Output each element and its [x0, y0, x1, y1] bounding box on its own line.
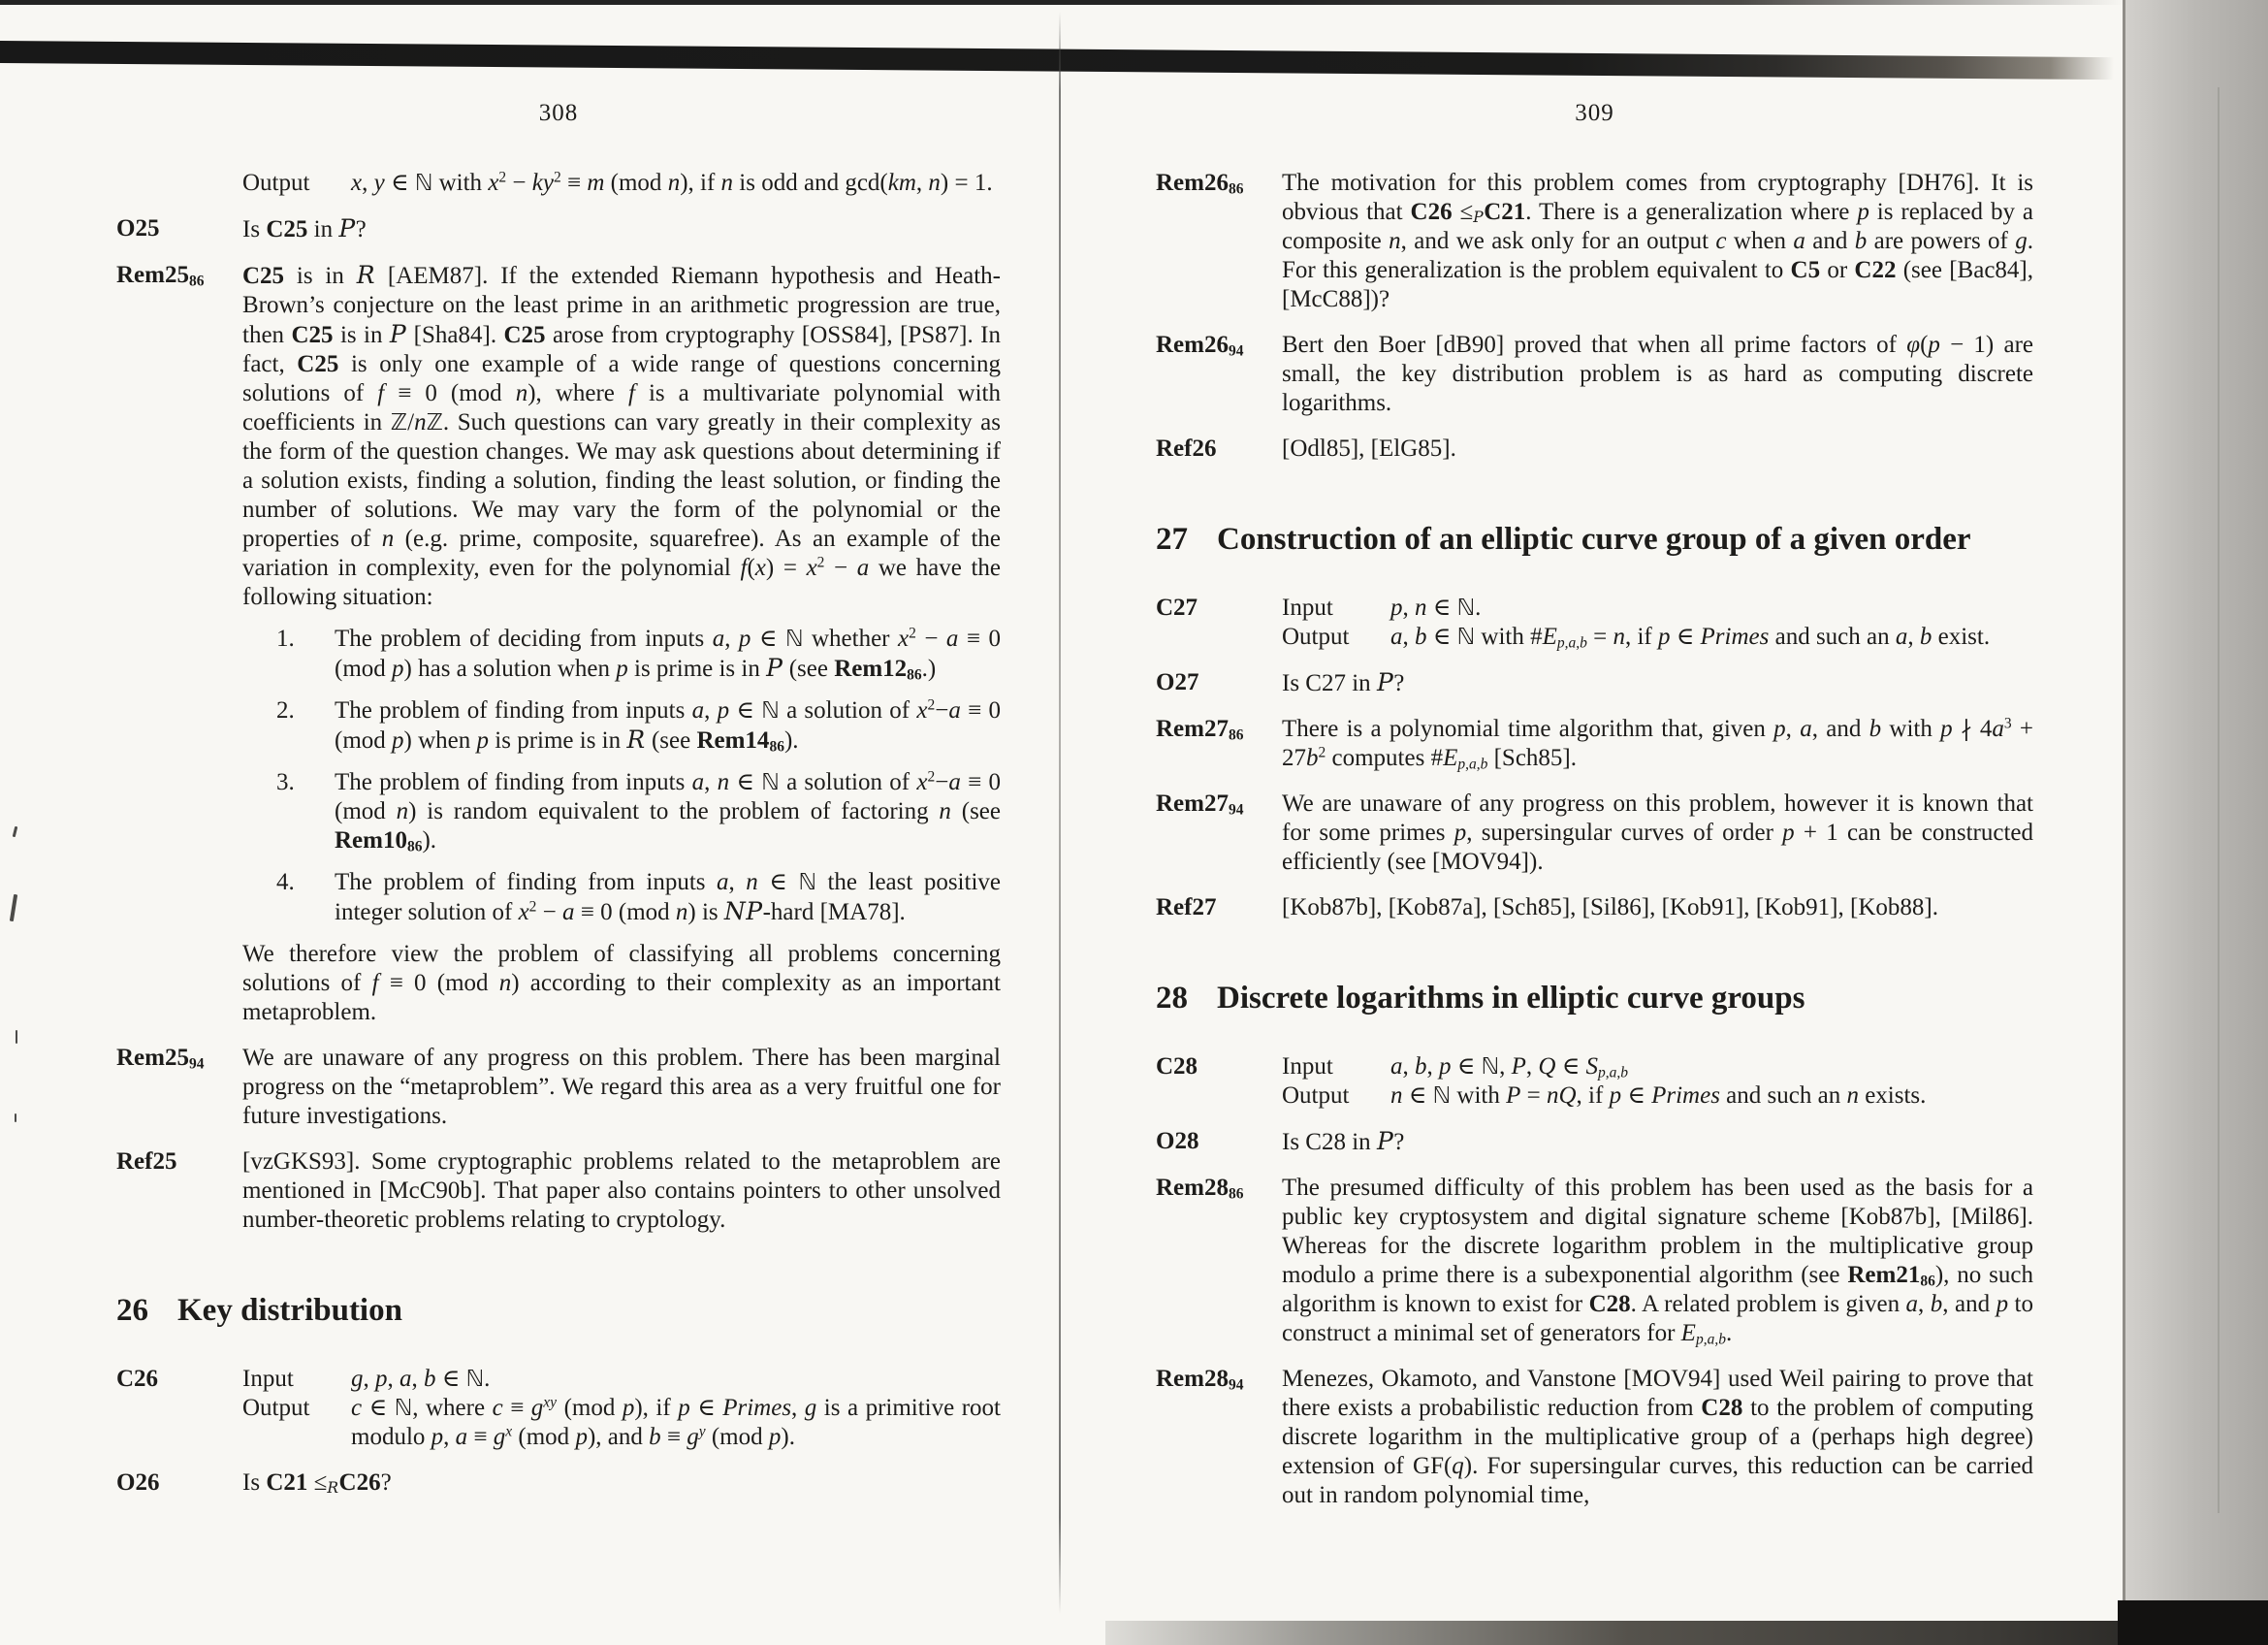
entry-label: O28 [1156, 1128, 1199, 1154]
entry-label: $Rem27_{94}$ [1156, 790, 1244, 819]
entry-label: O27 [1156, 669, 1199, 695]
page-edge-faint-line [2218, 87, 2220, 1513]
page-gutter-line [1059, 12, 1061, 1614]
entry-label: O25 [116, 215, 160, 242]
entry-body [1282, 594, 2033, 652]
scan-speckle [16, 1030, 17, 1044]
paragraph: Bert den Boer [dB90] proved that when all prime factors of φ(p − 1) are small, the key distribution problem is as hard as computing discrete logarithms. [1282, 332, 2033, 416]
scan-speckle [15, 1113, 16, 1122]
paragraph: Is C28 in P? [1282, 1127, 1405, 1155]
entry-body [242, 214, 1001, 244]
paragraph: We therefore view the problem of classifying all problems concerning solutions of f ≡ 0 (mod n) according to their complexity as an important metaproblem. [242, 941, 1002, 1025]
scanner-background [2125, 0, 2268, 1645]
list-item-text: The problem of deciding from inputs a, p ∈ ℕ whether $x^2 - a \equiv 0$ (mod p) has a solution when p is prime is in P (see $Rem12_{86}$.) [335, 625, 1001, 684]
io-row-input [1282, 594, 2033, 623]
paragraph: Is $C21 \le_RC26$? [242, 1469, 392, 1498]
io-row-output [242, 1394, 1001, 1452]
entry-body [1282, 893, 2033, 922]
entry-body [1282, 715, 2033, 773]
entry-label: $Rem25_{94}$ [116, 1045, 205, 1073]
paragraph: We are unaware of any progress on this problem. There has been marginal progress on the “metaproblem”. We regard this area as a very fruitful one for future investigations. [242, 1045, 1001, 1129]
entry-body [242, 1468, 1001, 1498]
entry-rem28-94 [1156, 1365, 2033, 1510]
section-28 [1156, 977, 2033, 1019]
section-number: 28 [1156, 981, 1188, 1016]
entry-rem28-86 [1156, 1174, 2033, 1348]
entry-body [242, 169, 1001, 198]
scan-speckle [13, 826, 18, 837]
entry-rem27-94 [1156, 790, 2033, 877]
entry-body [242, 1147, 1001, 1235]
entry-body [1282, 1174, 2033, 1348]
entry-label: $Rem25_{86}$ [116, 262, 205, 290]
section-title: Discrete logarithms in elliptic curve groups [1217, 981, 1805, 1016]
entry-rem27-86 [1156, 715, 2033, 773]
right-page [1156, 99, 2033, 1510]
section-title: Key distribution [177, 1293, 402, 1328]
section-27 [1156, 518, 2033, 561]
entry-c28 [1156, 1052, 2033, 1111]
entry-o28 [1156, 1127, 2033, 1157]
list-item-text: The problem of finding from inputs a, n ∈ ℕ a solution of $x^2-a \equiv 0$ (mod n) is random equivalent to the problem of factoring n (see $Rem10_{86}$). [335, 768, 1001, 855]
io-row-output [242, 169, 1001, 198]
section-26 [116, 1289, 1001, 1332]
top-scan-rule [0, 0, 2124, 5]
io-key: Output [242, 170, 310, 196]
entry-label: C28 [1156, 1053, 1198, 1080]
list-item-text: The problem of finding from inputs a, p ∈ ℕ a solution of $x^2-a \equiv 0$ (mod p) when p is prime is in R (see $Rem14_{86}$). [335, 696, 1001, 756]
list-item-number: 2. [276, 697, 295, 724]
io-value: c ∈ ℕ, where $c \equiv g^{xy}$ (mod p), if p ∈ Primes, g is a primitive root modulo p, $a \equiv g^x$ (mod p), and $b \equiv g^y$ (mod p). [351, 1394, 1001, 1450]
io-key: Input [242, 1366, 294, 1392]
entry-rem26-86 [1156, 169, 2033, 314]
page-number-right: 309 [1575, 100, 1614, 126]
entry-rem26-94 [1156, 331, 2033, 418]
entry-o27 [1156, 668, 2033, 698]
entry-c25-output-continuation [116, 169, 1001, 198]
paragraph: [Odl85], [ElG85]. [1282, 435, 1456, 462]
io-value: a, b, p ∈ ℕ, P, Q ∈ $S_{p,a,b}$ [1390, 1053, 1628, 1081]
entry-body [1282, 1127, 2033, 1157]
section-title: Construction of an elliptic curve group of a given order [1217, 522, 1971, 557]
paragraph: Menezes, Okamoto, and Vanstone [MOV94] used Weil pairing to prove that there exists a probabilistic reduction from C28 to the problem of computing discrete logarithm in the multiplicative group of a (perhaps high degree) extension of GF(q). For supersingular curves, this reduction can be carried out in random polynomial time, [1282, 1366, 2033, 1508]
entry-label: $Rem28_{86}$ [1156, 1175, 1244, 1203]
io-key: Output [242, 1395, 310, 1421]
io-row-output [1282, 1081, 2033, 1111]
entry-label: C26 [116, 1366, 159, 1392]
section-number: 26 [116, 1293, 148, 1328]
list-item-4 [242, 868, 1001, 927]
section-number: 27 [1156, 522, 1188, 557]
list-item-number: 3. [276, 769, 295, 795]
entry-body [1282, 668, 2033, 698]
entry-body [1282, 331, 2033, 418]
paragraph: We are unaware of any progress on this problem, however it is known that for some primes p, supersingular curves of order p + 1 can be constructed efficiently (see [MOV94]). [1282, 790, 2034, 875]
header-scan-bar [0, 41, 2114, 80]
left-page-body [116, 169, 1001, 1498]
paragraph: Is C25 in P? [242, 214, 367, 242]
io-key: Input [1282, 595, 1333, 621]
entry-label: $Rem26_{86}$ [1156, 170, 1244, 198]
bottom-scan-bar [1105, 1621, 2268, 1645]
entry-body [1282, 169, 2033, 314]
entry-body [1282, 435, 2033, 464]
io-row-output [1282, 623, 2033, 652]
paragraph: Is C27 in P? [1282, 668, 1405, 696]
entry-ref27 [1156, 893, 2033, 922]
list-item-3 [242, 768, 1001, 855]
entry-label: C27 [1156, 595, 1198, 621]
io-key: Input [1282, 1053, 1333, 1080]
entry-body [1282, 790, 2033, 877]
io-value: p, n ∈ ℕ. [1390, 595, 1482, 621]
entry-label: $Rem26_{94}$ [1156, 332, 1244, 360]
entry-label: Ref27 [1156, 894, 1217, 920]
scan-corner-block [2118, 1600, 2268, 1645]
right-page-body [1156, 169, 2033, 1510]
entry-o25 [116, 214, 1001, 244]
io-row-input [242, 1365, 1001, 1394]
entry-ref25 [116, 1147, 1001, 1235]
io-key: Output [1282, 624, 1350, 650]
paragraph: The presumed difficulty of this problem has been used as the basis for a public key cryptosystem and digital signature scheme [Kob87b], [Mil86]. Whereas for the discrete logarithm problem in the multiplicative group modulo a prime there is a subexponential algorithm (see $Rem21_{86}$), no such algorithm is known to exist for C28. A related problem is given a, b, and p to construct a minimal set of generators for $E_{p,a,b}$. [1282, 1175, 2034, 1348]
entry-label: $Rem27_{86}$ [1156, 716, 1244, 744]
entry-rem25-94 [116, 1044, 1001, 1131]
paragraph: [vzGKS93]. Some cryptographic problems related to the metaproblem are mentioned in [McC90b]. That paper also contains pointers to other unsolved number-theoretic problems relating to cryptology. [242, 1148, 1001, 1233]
left-page [116, 99, 1001, 1498]
entry-c27 [1156, 594, 2033, 652]
entry-body [1282, 1365, 2033, 1510]
io-value: x, y ∈ ℕ with $x^2 - ky^2 \equiv m$ (mod n), if n is odd and gcd(km, n) = 1. [351, 169, 993, 196]
io-row-input [1282, 1052, 2033, 1081]
io-key: Output [1282, 1082, 1350, 1109]
io-value: g, p, a, b ∈ ℕ. [351, 1366, 491, 1392]
list-item-1 [242, 625, 1001, 684]
paragraph: C25 is in R [AEM87]. If the extended Riemann hypothesis and Heath-Brown’s conjecture on the least prime in an arithmetic progression are true, then C25 is in P [Sha84]. C25 arose from cryptography [OSS84], [PS87]. In fact, C25 is only one example of a wide range of questions concerning solutions of f ≡ 0 (mod n), where f is a multivariate polynomial with coefficients in ℤ/nℤ. Such questions can vary greatly in their complexity as the form of the question changes. We may ask questions about determining if a solution exists, finding a solution, finding the least solution, or finding the number of solutions. We may vary the form of the polynomial or the properties of n (e.g. prime, composite, squarefree). As an example of the variation in complexity, even for the polynomial $f(x) = x^2 - a$ we have the following situation: [242, 261, 1002, 610]
list-item-2 [242, 696, 1001, 756]
entry-rem25-86 [116, 261, 1001, 1027]
entry-label: Ref25 [116, 1148, 177, 1175]
paragraph: The motivation for this problem comes from cryptography [DH76]. It is obvious that $C26 \le_PC21$. There is a generalization where p is replaced by a composite n, and we ask only for an output c when a and b are powers of g. For this generalization is the problem equivalent to C5 or C22 (see [Bac84], [McC88])? [1282, 170, 2033, 312]
entry-label: $Rem28_{94}$ [1156, 1366, 1244, 1394]
entry-body [242, 261, 1001, 1027]
scan-speckle [10, 894, 17, 921]
paragraph: There is a polynomial time algorithm that, given p, a, and b with p ∤ $4a^3 + 27b^2$ computes $\#E_{p,a,b}$ [Sch85]. [1282, 715, 2034, 773]
entry-body [1282, 1052, 2033, 1111]
list-item-text: The problem of finding from inputs a, n ∈ ℕ the least positive integer solution of $x^2 - a \equiv 0$ (mod n) is NP-hard [MA78]. [335, 869, 1001, 925]
entry-body [242, 1044, 1001, 1131]
entry-c26 [116, 1365, 1001, 1452]
entry-o26 [116, 1468, 1001, 1498]
io-value: a, b ∈ ℕ with $\#E_{p,a,b} = n$, if p ∈ Primes and such an a, b exist. [1390, 624, 1991, 652]
paragraph: [Kob87b], [Kob87a], [Sch85], [Sil86], [Kob91], [Kob91], [Kob88]. [1282, 894, 1938, 920]
entry-body [242, 1365, 1001, 1452]
io-value: n ∈ ℕ with P = nQ, if p ∈ Primes and such an n exists. [1390, 1082, 1927, 1109]
entry-label: O26 [116, 1469, 160, 1496]
entry-ref26 [1156, 435, 2033, 464]
page-number-left: 308 [538, 100, 579, 126]
list-item-number: 1. [276, 626, 295, 652]
entry-label: Ref26 [1156, 435, 1217, 462]
list-item-number: 4. [276, 869, 295, 895]
